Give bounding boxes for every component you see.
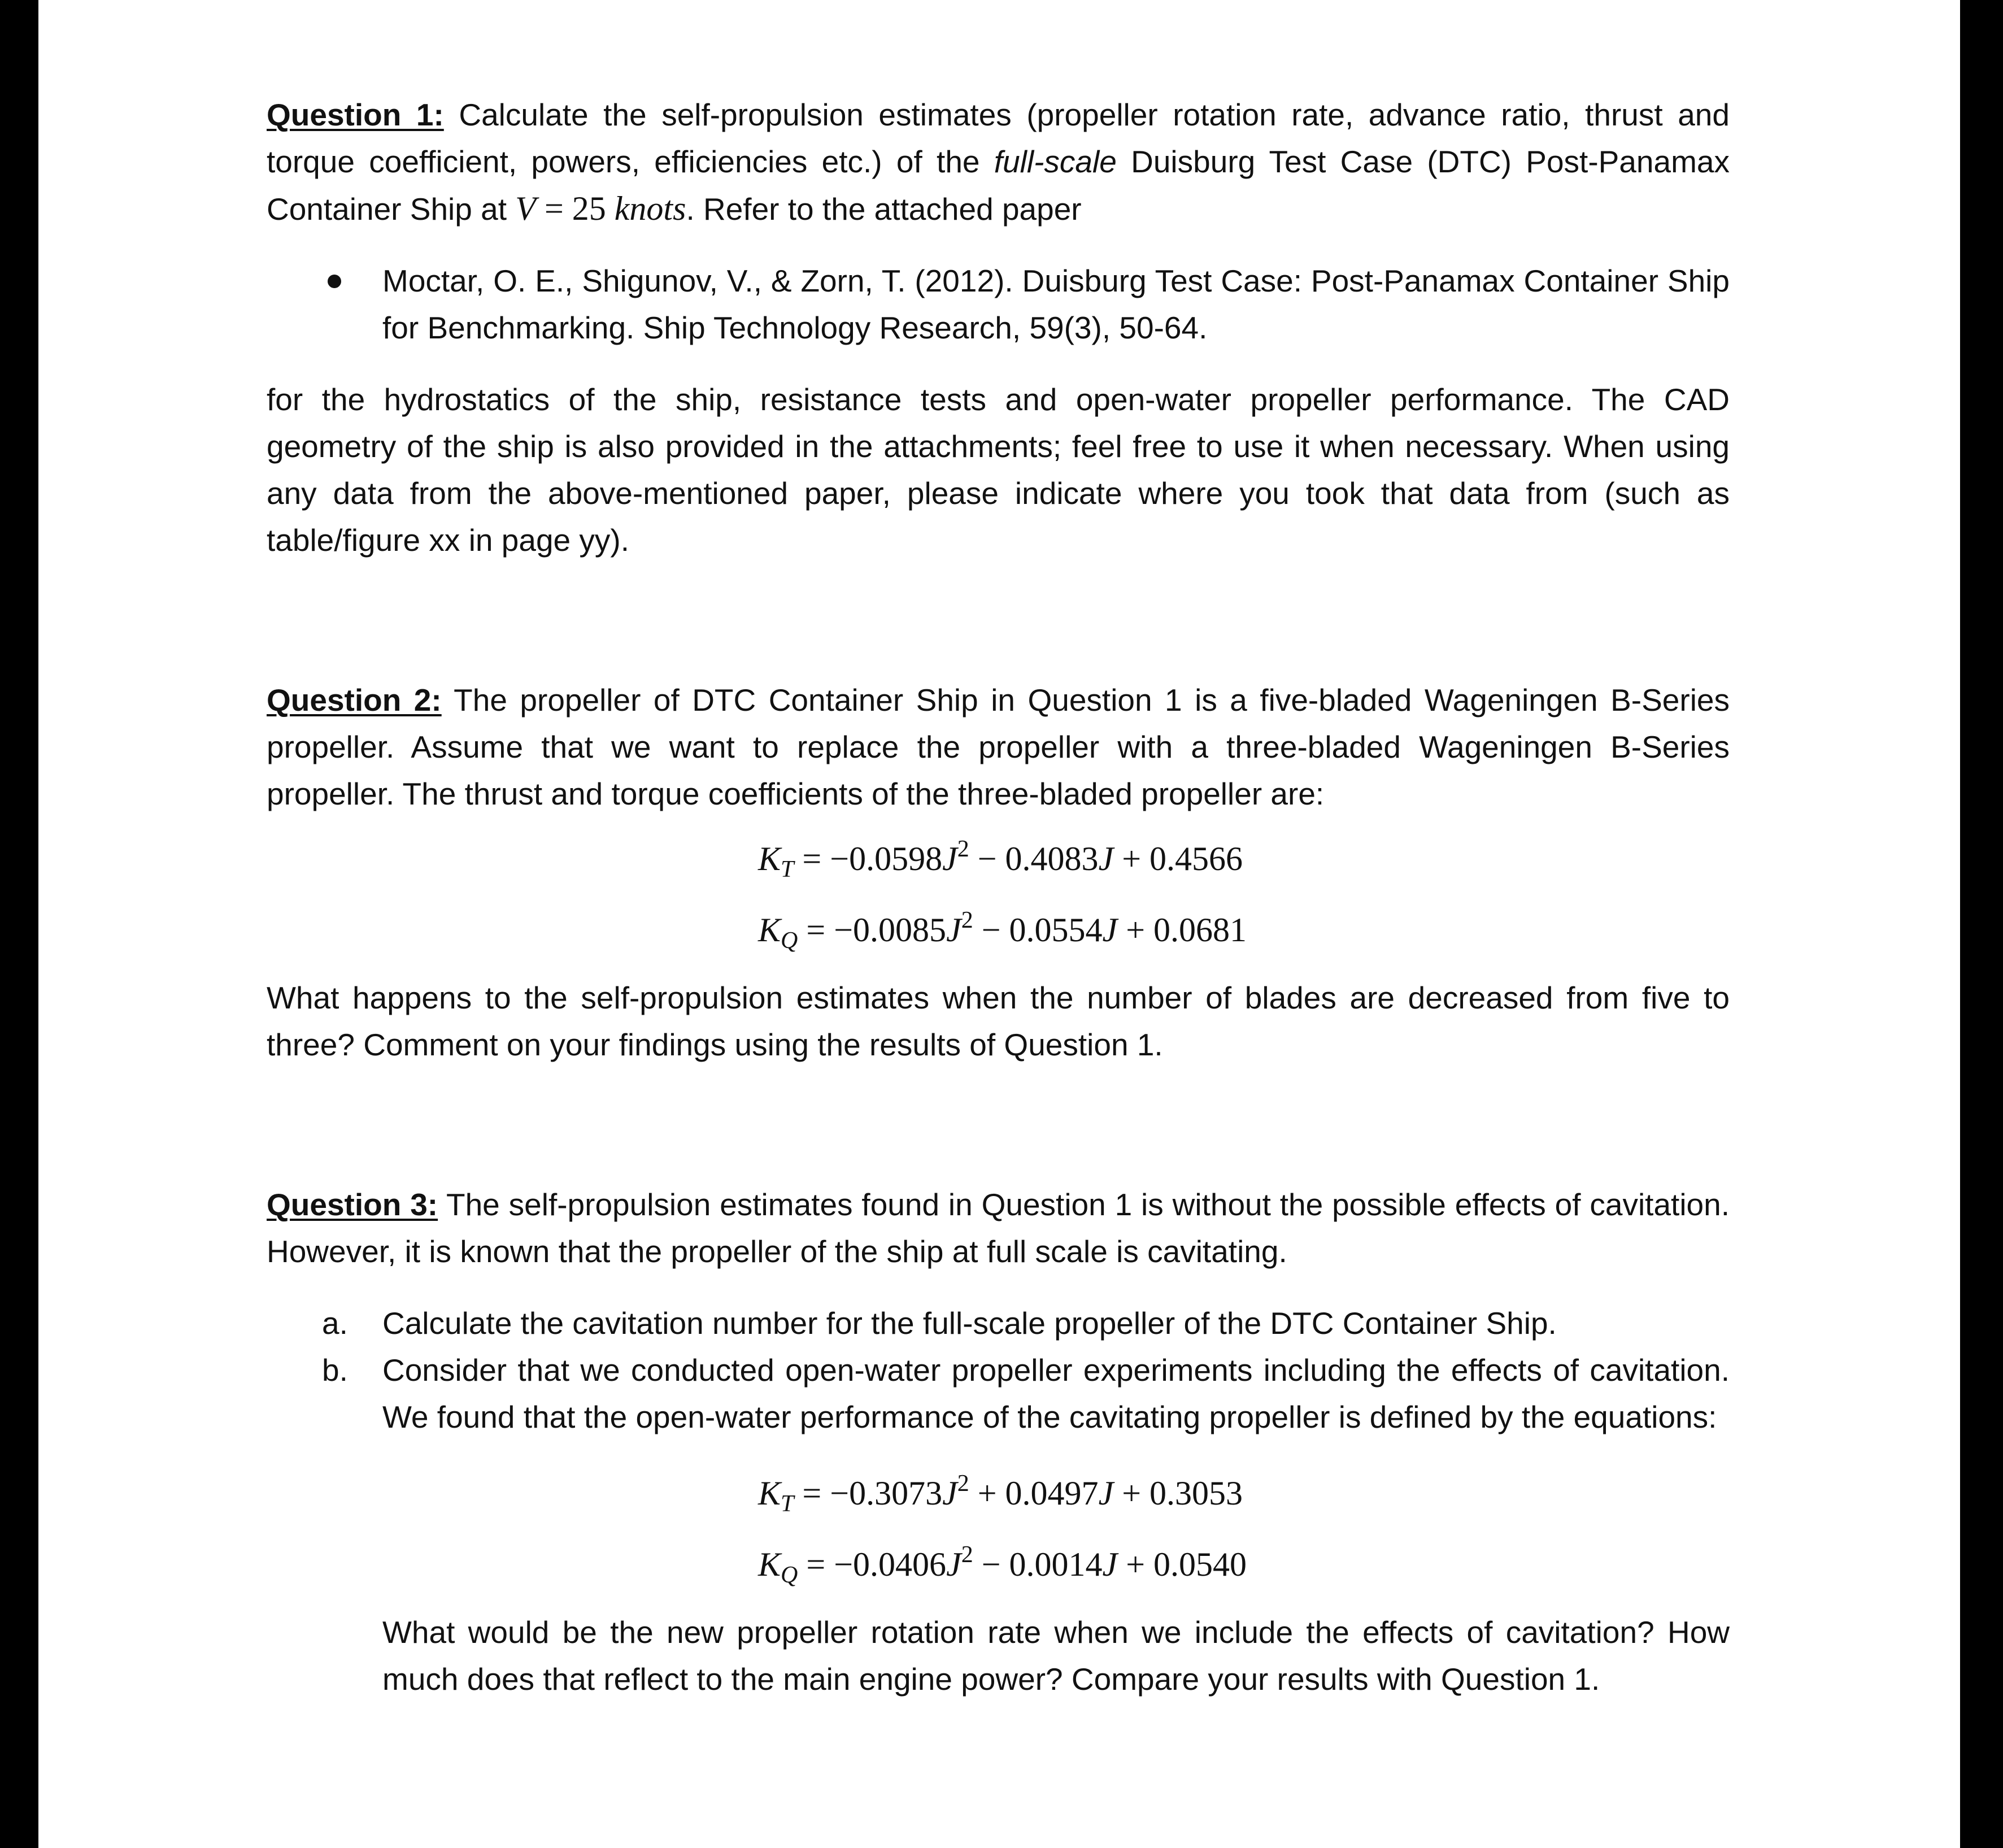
question-3-kq-equation: $K_Q = -0.0406J^2 - 0.0014J + 0.0540$ (758, 1542, 1247, 1588)
question-2-equations (267, 823, 1730, 966)
reference-list (267, 258, 1730, 351)
document-content (267, 92, 1730, 1703)
question-3-label: Question 3: (267, 1187, 438, 1222)
question-3-kt-equation: $K_T = -0.3073J^2 + 0.0497J + 0.3053$ (758, 1471, 1243, 1517)
bullet-icon (328, 275, 341, 288)
question-3-equations (267, 1458, 1730, 1600)
question-1-text-a: Calculate the self-propulsion estimates (propeller rotation rate, advance ratio, thrust and torque coefficient, powers, efficiencies etc.) of the (267, 97, 1730, 179)
question-3-paragraph (267, 1181, 1730, 1275)
question-1-text-b: Duisburg Test Case (DTC) Post-Panamax Container Ship at (267, 144, 1730, 227)
question-2-kt-equation: $K_T = -0.0598J^2 - 0.4083J + 0.4566$ (758, 836, 1243, 882)
item-b-marker: b. (322, 1353, 348, 1388)
speed-value: = 25 (535, 190, 615, 227)
question-1-text-c: . Refer to the attached paper (686, 192, 1082, 227)
question-3-subitems (267, 1300, 1730, 1441)
question-2-text: The propeller of DTC Container Ship in Question 1 is a five-bladed Wageningen B-Series propeller. Assume that we want to replace the propeller with a three-bladed Wageningen B-Series propeller. The thrust and torque coefficients of the three-bladed propeller are: (267, 682, 1730, 811)
reference-text: Moctar, O. E., Shigunov, V., & Zorn, T. (2012). Duisburg Test Case: Post-Panamax Container Ship for Benchmarking. Ship Technology Research, 59(3), 50-64. (382, 263, 1730, 345)
speed-variable: V (515, 190, 536, 227)
item-a-marker: a. (322, 1306, 348, 1341)
question-3-text: The self-propulsion estimates found in Question 1 is without the possible effects of cavitation. However, it is known that the propeller of the ship at full scale is cavitating. (267, 1187, 1730, 1269)
question-3-question: What would be the new propeller rotation rate when we include the effects of cavitation? How much does that reflect to the main engine power? Compare your results with Question 1. (382, 1615, 1730, 1697)
question-1-italic: full-scale (994, 144, 1117, 179)
question-2-question: What happens to the self-propulsion estimates when the number of blades are decreased from five to three? Comment on your findings using the results of Question 1. (267, 980, 1730, 1062)
reference-item (267, 258, 1730, 351)
question-1-speed-math (515, 190, 686, 227)
document-page (38, 0, 1960, 1848)
question-1-paragraph (267, 92, 1730, 233)
item-b-text: Consider that we conducted open-water propeller experiments including the effects of cavitation. We found that the open-water performance of the cavitating propeller is defined by the equations: (382, 1353, 1730, 1434)
question-3-item-b (267, 1347, 1730, 1441)
question-2-label: Question 2: (267, 682, 442, 718)
question-1-label: Question 1: (267, 97, 444, 132)
speed-unit: knots (614, 190, 686, 227)
question-1-followup: for the hydrostatics of the ship, resistance tests and open-water propeller performance. The CAD geometry of the ship is also provided in the attachments; feel free to use it when necessary. When using any data from the above-mentioned paper, please indicate where you took that data from (such as table/figure xx in page yy). (267, 382, 1730, 558)
item-a-text: Calculate the cavitation number for the full-scale propeller of the DTC Container Ship. (382, 1306, 1557, 1341)
question-2-kq-equation: $K_Q = -0.0085J^2 - 0.0554J + 0.0681$ (758, 907, 1247, 954)
question-3-item-a (267, 1300, 1730, 1347)
question-2-paragraph (267, 677, 1730, 818)
